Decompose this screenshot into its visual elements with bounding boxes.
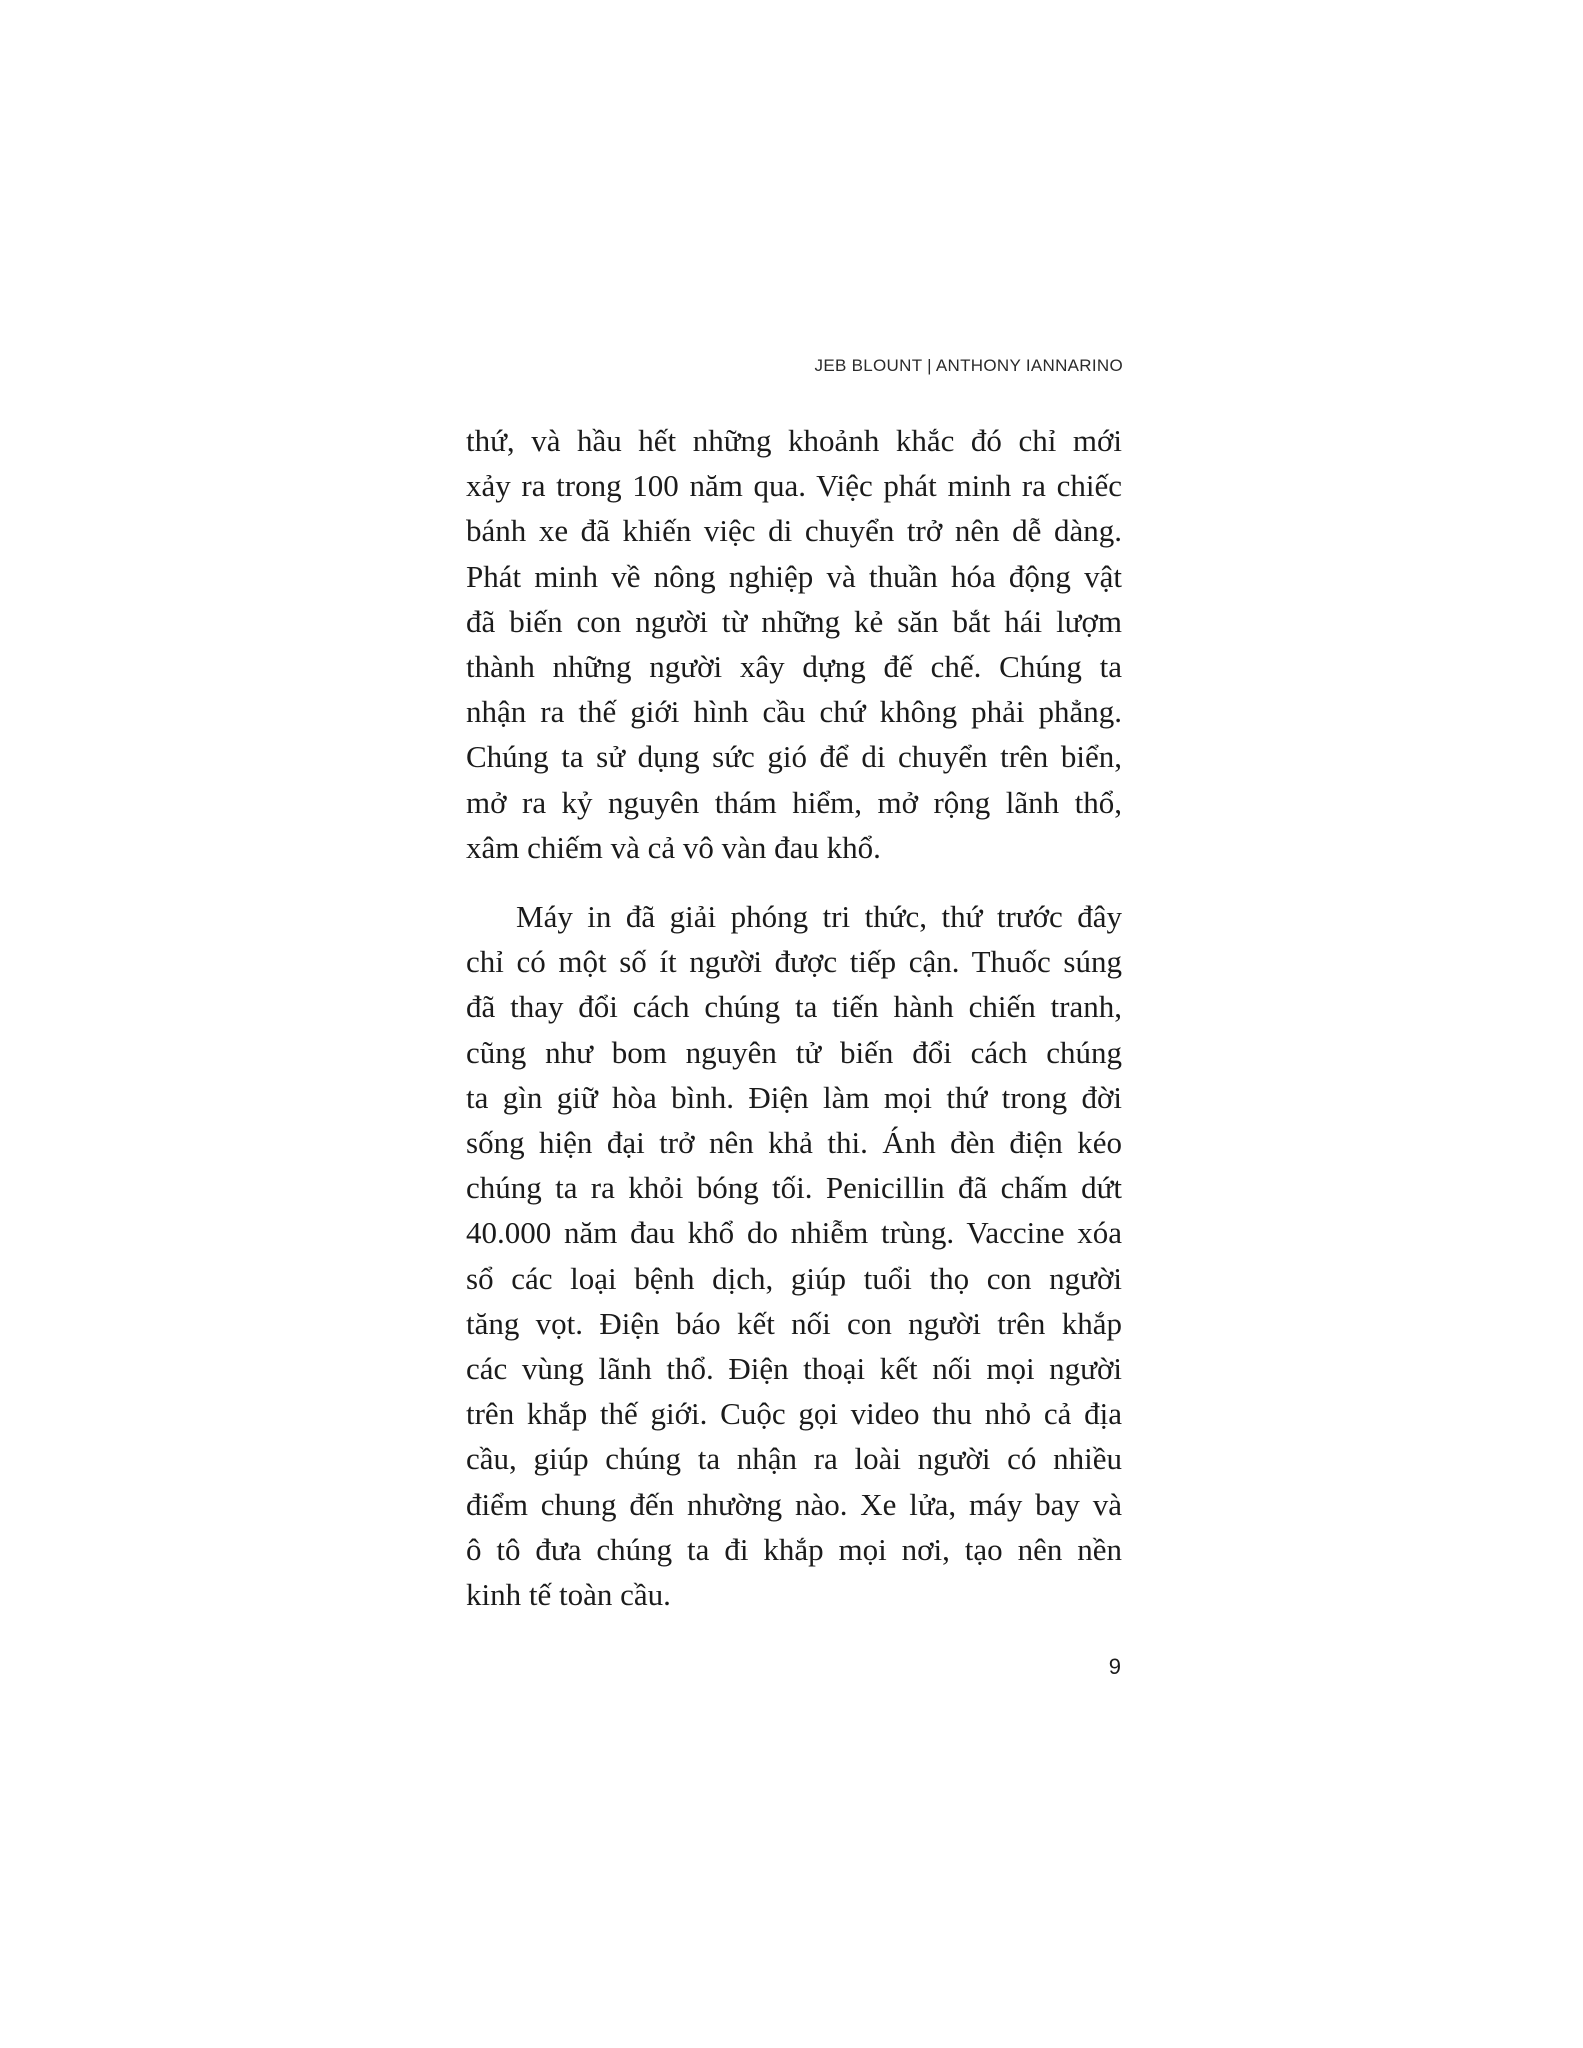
text-line: cầu, giúp chúng ta nhận ra loài người có nhiều (466, 1441, 1122, 1477)
text-line: 40.000 năm đau khổ do nhiễm trùng. Vaccine xóa (466, 1215, 1122, 1251)
text-line: cũng như bom nguyên tử biến đổi cách chúng (466, 1034, 1122, 1070)
text-line: các vùng lãnh thổ. Điện thoại kết nối mọi người (466, 1351, 1122, 1387)
text-line: bánh xe đã khiến việc di chuyển trở nên dễ dàng. (466, 513, 1122, 549)
text-line: ta gìn giữ hòa bình. Điện làm mọi thứ trong đời (466, 1079, 1122, 1115)
text-line: ô tô đưa chúng ta đi khắp mọi nơi, tạo nên nền (466, 1531, 1122, 1567)
text-line: Phát minh về nông nghiệp và thuần hóa động vật (466, 558, 1122, 594)
page-number: 9 (1108, 1654, 1121, 1679)
text-line: chúng ta ra khỏi bóng tối. Penicillin đã chấm dứt (466, 1170, 1122, 1206)
text-line: đã thay đổi cách chúng ta tiến hành chiến tranh, (466, 989, 1122, 1025)
text-line: tăng vọt. Điện báo kết nối con người trên khắp (466, 1305, 1122, 1341)
text-line: sổ các loại bệnh dịch, giúp tuổi thọ con người (466, 1260, 1122, 1296)
paragraph-2 (466, 894, 1122, 1617)
text-line: trên khắp thế giới. Cuộc gọi video thu nhỏ cả địa (466, 1396, 1122, 1432)
text-line: xâm chiếm và cả vô vàn đau khổ. (466, 829, 881, 865)
text-line: đã biến con người từ những kẻ săn bắt hái lượm (466, 603, 1122, 639)
text-line: thứ, và hầu hết những khoảnh khắc đó chỉ mới (466, 423, 1122, 458)
text-line: nhận ra thế giới hình cầu chứ không phải phẳng. (466, 694, 1122, 730)
text-line: Máy in đã giải phóng tri thức, thứ trước đây (516, 899, 1122, 935)
paragraph-gap (466, 870, 1122, 894)
text-line: mở ra kỷ nguyên thám hiểm, mở rộng lãnh thổ, (466, 784, 1122, 820)
running-header: JEB BLOUNT | ANTHONY IANNARINO (814, 356, 1123, 375)
text-line: điểm chung đến nhường nào. Xe lửa, máy bay và (466, 1486, 1122, 1522)
paragraph-1 (466, 418, 1122, 870)
text-line: kinh tế toàn cầu. (466, 1577, 671, 1613)
text-line: sống hiện đại trở nên khả thi. Ánh đèn điện kéo (466, 1125, 1122, 1161)
text-line: Chúng ta sử dụng sức gió để di chuyển trên biển, (466, 739, 1122, 775)
text-line: xảy ra trong 100 năm qua. Việc phát minh ra chiếc (466, 468, 1122, 504)
text-line: chỉ có một số ít người được tiếp cận. Thuốc súng (466, 944, 1122, 980)
text-line: thành những người xây dựng đế chế. Chúng ta (466, 649, 1122, 685)
body-text (466, 418, 1122, 1617)
